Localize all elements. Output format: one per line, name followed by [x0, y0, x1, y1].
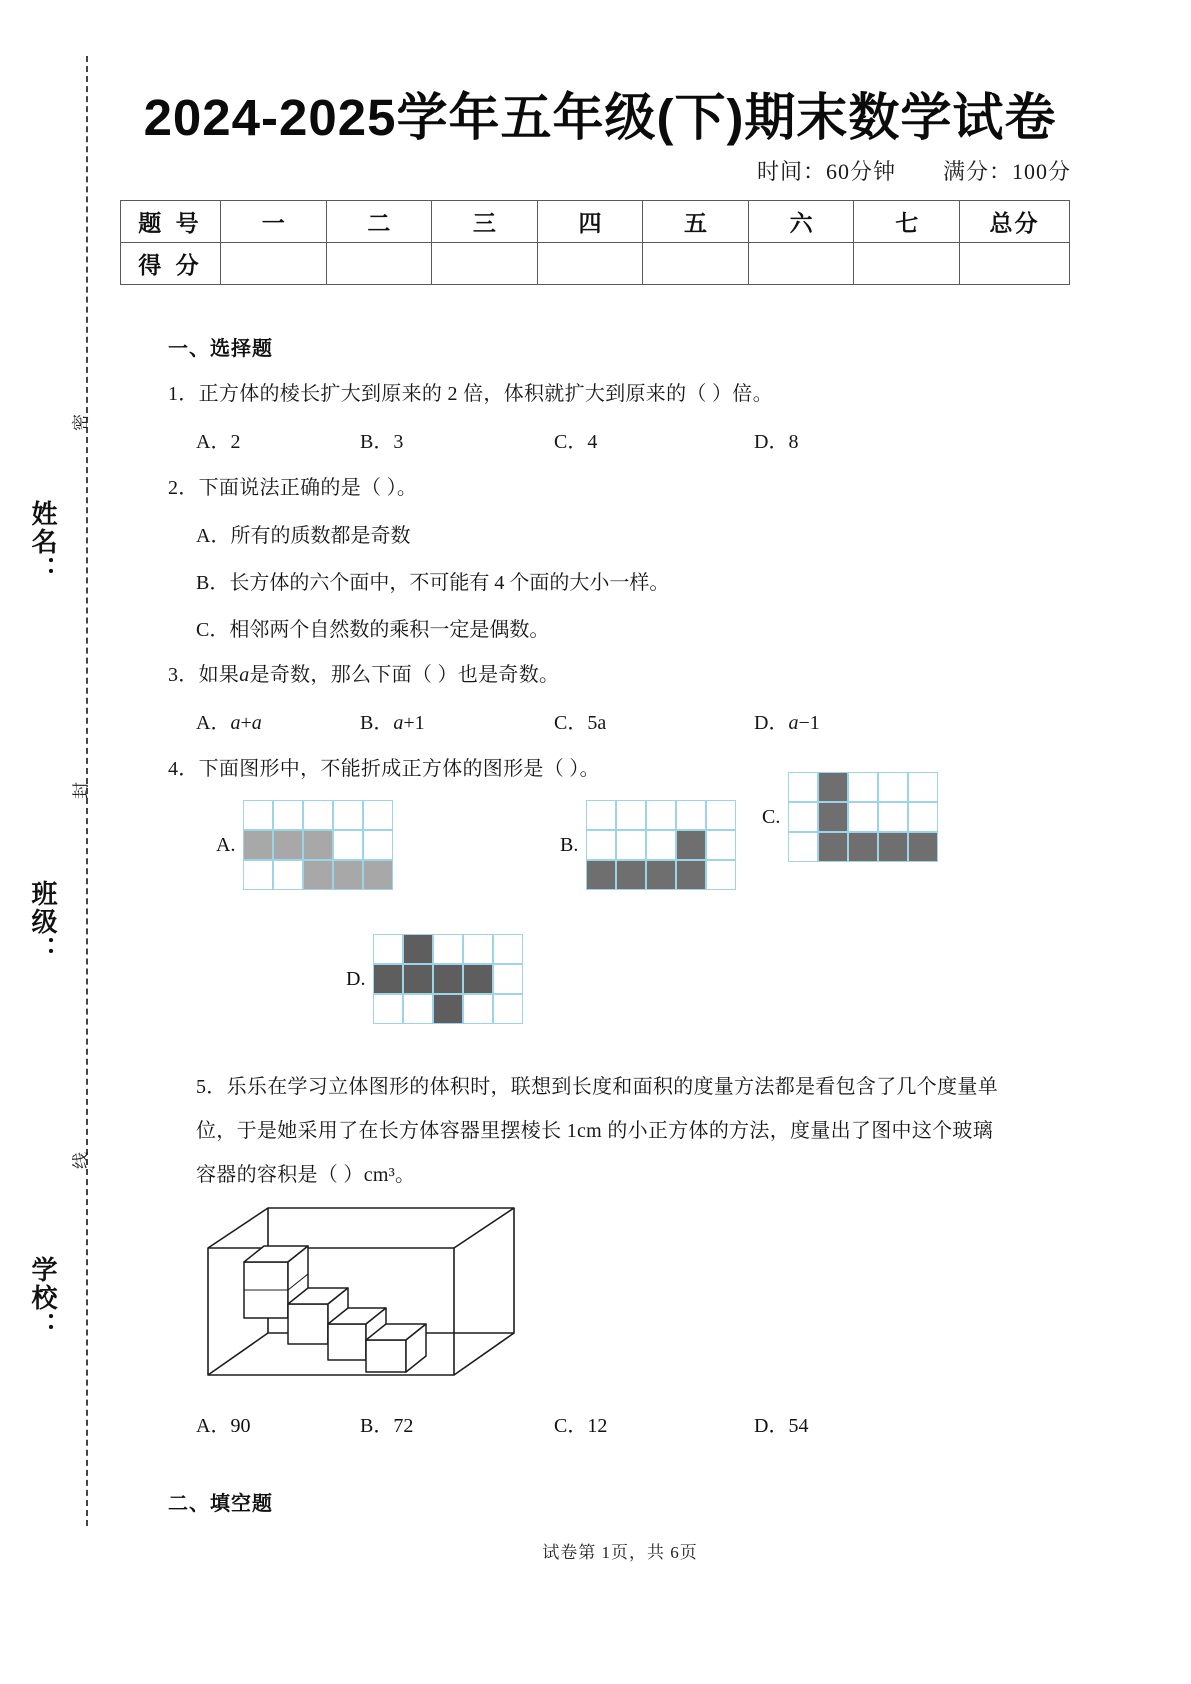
- score-cell-4[interactable]: [537, 243, 643, 285]
- score-cell-total[interactable]: [960, 243, 1070, 285]
- question-2-choice-b[interactable]: B．长方体的六个面中，不可能有 4 个面的大小一样。: [196, 572, 670, 594]
- net-cell: [363, 830, 393, 860]
- score-table-col-7: 七: [854, 201, 960, 243]
- question-3-option-b[interactable]: [360, 706, 425, 735]
- net-cell: [373, 934, 403, 964]
- question-2-stem: 2．下面说法正确的是（ ）。: [168, 477, 418, 499]
- net-cell: [586, 860, 616, 890]
- question-3-variable: a: [239, 664, 250, 686]
- net-cell: [908, 772, 938, 802]
- net-option-c-label: C.: [762, 805, 781, 828]
- question-5-option-b[interactable]: B．72: [360, 1415, 414, 1437]
- net-cell: [493, 994, 523, 1024]
- exam-time-label: 时间：60分钟: [756, 159, 896, 184]
- field-label-school: [18, 1256, 62, 1340]
- net-cell: [908, 832, 938, 862]
- net-cell: [363, 860, 393, 890]
- field-label-name: [18, 500, 62, 584]
- score-table-col-1: 一: [221, 201, 327, 243]
- net-cell: [303, 800, 333, 830]
- net-cell: [788, 832, 818, 862]
- net-cell: [493, 934, 523, 964]
- question-1-option-d[interactable]: D．8: [754, 431, 799, 453]
- net-cell: [433, 964, 463, 994]
- net-cell: [616, 800, 646, 830]
- question-3-option-d-var1: a: [788, 712, 799, 734]
- net-cell: [243, 860, 273, 890]
- net-cell: [463, 964, 493, 994]
- net-cell: [463, 994, 493, 1024]
- question-3-option-a-mid: +: [240, 712, 252, 734]
- net-cell: [243, 830, 273, 860]
- net-cell: [403, 934, 433, 964]
- question-3-option-b-label: B．: [360, 712, 394, 734]
- exam-total-score-label: 满分：100分: [942, 159, 1071, 184]
- score-cell-1[interactable]: [221, 243, 327, 285]
- score-cell-3[interactable]: [432, 243, 538, 285]
- net-grid-a: [243, 800, 393, 890]
- score-table-col-5: 五: [643, 201, 749, 243]
- score-table-col-2: 二: [326, 201, 432, 243]
- net-cell: [878, 832, 908, 862]
- net-option-b-label: B.: [560, 833, 579, 856]
- net-cell: [878, 772, 908, 802]
- question-3-option-a-var2: a: [251, 712, 262, 734]
- field-label-class-text: 班级：: [28, 880, 58, 964]
- question-2-choice-c[interactable]: C．相邻两个自然数的乘积一定是偶数。: [196, 619, 550, 641]
- score-cell-5[interactable]: [643, 243, 749, 285]
- glass-container-figure: [196, 1200, 1068, 1405]
- question-3-option-c[interactable]: [554, 706, 606, 735]
- seal-char-xian: 线: [71, 1152, 91, 1169]
- question-1-option-a[interactable]: A．2: [196, 431, 241, 453]
- net-cell: [706, 830, 736, 860]
- net-cell: [586, 800, 616, 830]
- question-3-option-a-label: A．: [196, 712, 231, 734]
- question-3-option-c-mid: 5a: [587, 712, 607, 734]
- question-3-stem-post: 是奇数，那么下面（ ）也是奇数。: [249, 664, 560, 686]
- net-cell: [333, 830, 363, 860]
- glass-container-svg: [196, 1200, 526, 1400]
- question-4-nets-row-2: [168, 934, 1068, 1060]
- net-cell: [848, 832, 878, 862]
- net-cell: [333, 800, 363, 830]
- score-table-row-label-score: 得 分: [121, 243, 221, 285]
- net-option-c[interactable]: [762, 772, 938, 862]
- net-cell: [676, 830, 706, 860]
- net-cell: [706, 800, 736, 830]
- net-grid-d: [373, 934, 523, 1024]
- section-heading-choice: 一、选择题: [168, 338, 273, 360]
- score-table-col-total: 总分: [960, 201, 1070, 243]
- net-cell: [616, 830, 646, 860]
- net-cell: [818, 802, 848, 832]
- question-5-option-d[interactable]: D．54: [754, 1415, 809, 1437]
- question-5-option-c[interactable]: C．12: [554, 1415, 608, 1437]
- question-5-stem-line2: 位，于是她采用了在长方体容器里摆棱长 1cm 的小正方体的方法，度量出了图中这个玻璃: [196, 1120, 994, 1142]
- score-cell-7[interactable]: [854, 243, 960, 285]
- score-table-score-row: [121, 243, 1070, 285]
- score-table: [120, 200, 1070, 285]
- net-cell: [788, 802, 818, 832]
- question-4-stem: 4．下面图形中，不能折成正方体的图形是（ ）。: [168, 758, 600, 780]
- question-1-option-c[interactable]: C．4: [554, 431, 598, 453]
- question-3-stem-pre: 3．如果: [168, 664, 240, 686]
- net-cell: [818, 772, 848, 802]
- net-cell: [433, 994, 463, 1024]
- net-cell: [273, 860, 303, 890]
- question-5-options: [168, 1409, 1068, 1439]
- exam-page: [120, 0, 1191, 1684]
- question-5-stem-line1: 5．乐乐在学习立体图形的体积时，联想到长度和面积的度量方法都是看包含了几个度量单: [196, 1076, 998, 1098]
- net-cell: [363, 800, 393, 830]
- net-option-a[interactable]: [216, 800, 393, 890]
- net-cell: [493, 964, 523, 994]
- net-cell: [403, 964, 433, 994]
- net-cell: [878, 802, 908, 832]
- field-label-school-text: 学校：: [28, 1256, 58, 1340]
- net-cell: [646, 800, 676, 830]
- score-cell-2[interactable]: [326, 243, 432, 285]
- net-cell: [818, 832, 848, 862]
- net-cell: [586, 830, 616, 860]
- section-heading-fill-blank: 二、填空题: [168, 1493, 273, 1515]
- exam-meta: [757, 155, 1071, 186]
- question-3-option-b-var1: a: [393, 712, 404, 734]
- net-cell: [303, 830, 333, 860]
- net-cell: [403, 994, 433, 1024]
- net-cell: [433, 934, 463, 964]
- net-cell: [463, 934, 493, 964]
- question-5-stem-line3: 容器的容积是（ ）cm³。: [196, 1164, 416, 1186]
- question-3-option-d-mid: −1: [798, 712, 820, 734]
- net-grid-b: [586, 800, 736, 890]
- score-cell-6[interactable]: [748, 243, 854, 285]
- question-3-option-d[interactable]: [754, 706, 820, 735]
- question-5-option-a[interactable]: A．90: [196, 1415, 251, 1437]
- net-cell: [788, 772, 818, 802]
- question-1-options: [168, 425, 1068, 455]
- question-4-nets-row-1: [168, 800, 1068, 930]
- question-3-options: [168, 706, 1068, 736]
- score-table-header-row: [121, 201, 1070, 243]
- question-3-option-d-label: D．: [754, 712, 789, 734]
- net-cell: [243, 800, 273, 830]
- net-cell: [646, 860, 676, 890]
- net-option-a-label: A.: [216, 833, 236, 856]
- net-cell: [908, 802, 938, 832]
- net-cell: [273, 800, 303, 830]
- question-1-option-b[interactable]: B．3: [360, 431, 404, 453]
- net-cell: [303, 860, 333, 890]
- net-cell: [333, 860, 363, 890]
- net-cell: [373, 964, 403, 994]
- question-3-option-a[interactable]: [196, 706, 262, 735]
- net-cell: [646, 830, 676, 860]
- net-cell: [848, 772, 878, 802]
- page-footer: 试卷第 1页，共 6页: [542, 1543, 698, 1562]
- question-3-stem: [168, 660, 1068, 690]
- net-cell: [706, 860, 736, 890]
- net-cell: [616, 860, 646, 890]
- binding-strip: [0, 0, 120, 1684]
- exam-content: [168, 332, 1068, 1534]
- question-1-stem: 1．正方体的棱长扩大到原来的 2 倍，体积就扩大到原来的（ ）倍。: [168, 383, 773, 405]
- score-table-col-4: 四: [537, 201, 643, 243]
- net-cell: [273, 830, 303, 860]
- net-option-d[interactable]: [346, 934, 523, 1024]
- page-title: 2024-2025学年五年级(下)期末数学试卷: [143, 89, 1057, 146]
- net-option-b[interactable]: [560, 800, 736, 890]
- question-3-option-a-var1: a: [230, 712, 241, 734]
- question-3-option-b-mid: +1: [403, 712, 425, 734]
- question-2-choice-a[interactable]: A．所有的质数都是奇数: [196, 525, 411, 547]
- net-cell: [676, 800, 706, 830]
- net-grid-c: [788, 772, 938, 862]
- net-cell: [848, 802, 878, 832]
- field-label-name-text: 姓名：: [28, 500, 58, 584]
- seal-char-feng: 封: [71, 782, 91, 799]
- net-cell: [676, 860, 706, 890]
- net-cell: [373, 994, 403, 1024]
- question-3-option-c-label: C．: [554, 712, 588, 734]
- seal-char-mi: 密: [71, 414, 91, 431]
- score-table-col-3: 三: [432, 201, 538, 243]
- net-option-d-label: D.: [346, 967, 366, 990]
- score-table-row-label-number: 题 号: [121, 201, 221, 243]
- score-table-col-6: 六: [748, 201, 854, 243]
- field-label-class: [18, 880, 62, 964]
